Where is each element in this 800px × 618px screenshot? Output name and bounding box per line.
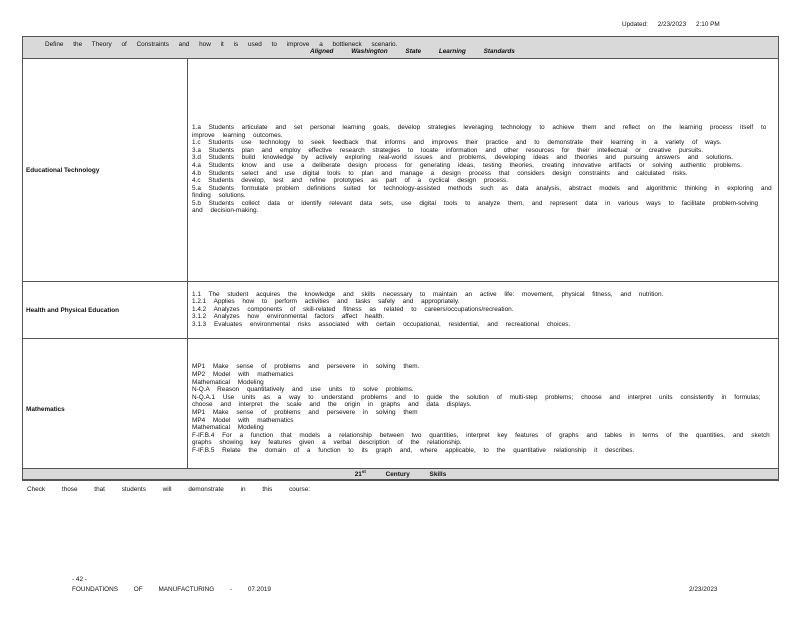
standard-line: 5.b Students collect data or identify relevant data sets, use digital tools to analyze them, and represent data in various ways to facilitate problem-solving and decision-making. [192, 199, 759, 215]
objective-line [23, 41, 778, 48]
page-number: - 42 - [72, 576, 87, 583]
century-prefix: 21 [354, 471, 362, 479]
standard-line: 1.a Students articulate and set personal learning goals, develop strategies leveraging technology to achieve them and reflect on the learning process itself to improve learning outcomes. [192, 123, 767, 139]
standard-line: MP4 Model with mathematics [192, 416, 294, 424]
standard-line: MP2 Model with mathematics [192, 371, 294, 379]
standard-line: 3.1.2 Analyzes how environmental factors affect health. [192, 313, 385, 321]
standard-line: 4.c Students develop, test and refine prototypes as part of a cyclical design process. [192, 177, 509, 185]
century-skills-heading [23, 469, 779, 480]
standard-line: Mathematical Modeling [192, 424, 264, 432]
standard-line: 4.a Students know and use a deliberate design process for generating ideas, testing theories, creating innovative artifacts or solving authentic problems. [192, 161, 742, 169]
standard-line: 3.a Students plan and employ effective research strategies to locate information and other resources for their intellectual or creative pursuits. [192, 146, 704, 154]
checkline-text: Check those that students will demonstrate in this course: [27, 486, 311, 493]
updated-date: 2/23/2023 [657, 21, 687, 28]
standard-line: N-Q.A Reason quantitatively and use units to solve problems. [192, 386, 414, 394]
standard-line: 4.b Students select and use digital tools to plan and manage a design process that considers design constraints and calculated risks. [192, 169, 688, 177]
category-mathematics: Mathematics [23, 339, 188, 481]
updated-label: Updated: [622, 21, 648, 28]
century-sup: st [361, 469, 366, 475]
table-row [23, 59, 779, 282]
standard-line: 1.4.2 Analyzes components of skill-related fitness as related to careers/occupations/recreation. [192, 305, 514, 313]
standard-line: F-IF.B.4 For a function that models a relationship between two quantities, interpret key features of graphs and tables in terms of the quantities, and sketch graphs showing key features given a verbal description of the relationship. [192, 431, 770, 447]
table-header-row [23, 37, 779, 59]
century-rest: Century Skills [385, 471, 447, 479]
updated-time: 2:10 PM [695, 21, 720, 28]
category-educational-technology: Educational Technology [23, 59, 188, 282]
standard-line: 1.2.1 Applies how to perform activities and tasks safely and appropriately. [192, 298, 460, 306]
standard-line: 3.1.3 Evaluates environmental risks associated with certain occupational, residential, and recreational choices. [192, 320, 571, 328]
standards-cell [188, 282, 779, 339]
standard-line: 5.a Students formulate problem definitions suited for technology-assisted methods such as data analysis, abstract models and algorithmic thinking in exploring and finding solutions. [192, 184, 772, 200]
standard-line: 1.1 The student acquires the knowledge and skills necessary to maintain an active life: movement, physical fitness, and nutrition. [192, 290, 664, 298]
standard-line: F-IF.B.5 Relate the domain of a function to its graph and, where applicable, to the quantitative relationship it describes. [192, 446, 635, 454]
updated-stamp [622, 21, 728, 28]
standard-line: N-Q.A.1 Use units as a way to understand problems and to guide the solution of multi-step problems; choose and interpret units consistently in formulas; choose and interpret the scale and the origin in graphs and data displays. [192, 393, 761, 409]
century-skills-table [22, 468, 779, 480]
standard-line: 3.d Students build knowledge by actively exploring real-world issues and problems, developing ideas and theories and pursuing answers and solutions. [192, 154, 734, 162]
standards-cell [188, 339, 779, 481]
objective-text: Define the Theory of Constraints and how it is used to improve a bottleneck scenario. [45, 40, 398, 48]
standards-table [22, 36, 779, 481]
footer-date: 2/23/2023 [689, 586, 718, 593]
standard-line: MP1 Make sense of problems and persevere in solving them. [192, 363, 420, 371]
standards-cell [188, 59, 779, 282]
table-row [23, 339, 779, 481]
table-row [23, 282, 779, 339]
standard-line: MP1 Make sense of problems and persevere in solving them [192, 409, 418, 416]
standard-line: 1.c Students use technology to seek feedback that informs and improves their practice and to demonstrate their learning in a variety of ways. [192, 139, 722, 147]
standard-line: Mathematical Modeling [192, 378, 264, 386]
category-health-pe: Health and Physical Education [23, 282, 188, 339]
footer-course: FOUNDATIONS OF MANUFACTURING - 07.2019 [72, 586, 271, 593]
century-skills-row [23, 469, 779, 480]
standards-heading: Aligned Washington State Learning Standards [310, 47, 515, 55]
table-header-cell [23, 37, 779, 59]
